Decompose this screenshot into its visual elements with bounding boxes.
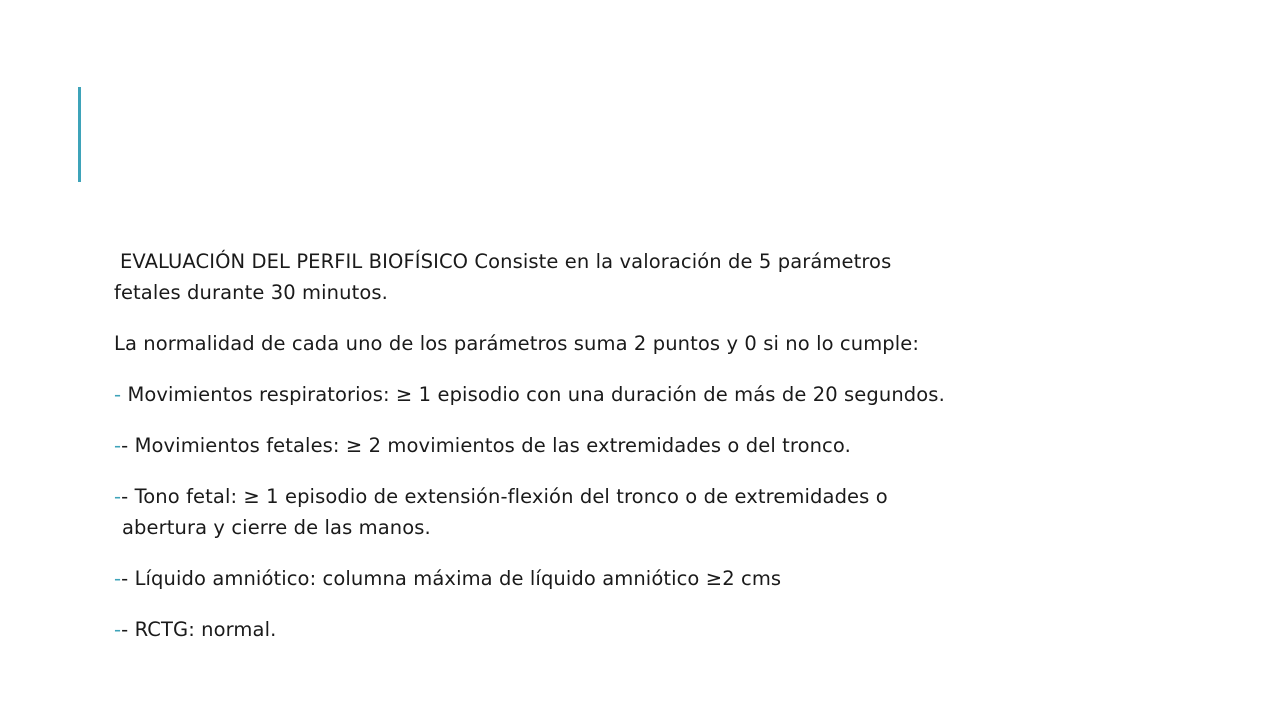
bullet-text: - Líquido amniótico: columna máxima de líquido amniótico ≥2 cms (121, 567, 782, 590)
bullet-dash: - (114, 618, 122, 641)
bullet-text: - Movimientos fetales: ≥ 2 movimientos de las extremidades o del tronco. (121, 434, 851, 457)
bullet-dash: - (114, 567, 122, 590)
bullet-dash: - (114, 485, 122, 508)
bullet-fetal-tone (114, 481, 1134, 543)
bullet-amniotic-fluid (114, 563, 1134, 594)
bullet-text: - Tono fetal: ≥ 1 episodio de extensión-flexión del tronco o de extremidades o (121, 485, 888, 508)
title-accent-bar (78, 87, 81, 182)
normality-paragraph: La normalidad de cada uno de los parámetros suma 2 puntos y 0 si no lo cumple: (114, 332, 920, 355)
intro-line-1: EVALUACIÓN DEL PERFIL BIOFÍSICO Consiste en la valoración de 5 parámetros (120, 250, 892, 273)
bullet-text: - RCTG: normal. (121, 618, 277, 641)
bullet-fetal-movements (114, 430, 1134, 461)
bullet-text: Movimientos respiratorios: ≥ 1 episodio con una duración de más de 20 segundos. (121, 383, 945, 406)
bullet-dash: - (114, 434, 122, 457)
bullet-respiratory (114, 379, 1134, 410)
intro-line-2: fetales durante 30 minutos. (114, 281, 388, 304)
slide-body (114, 246, 1134, 665)
intro-paragraph (114, 246, 1134, 308)
bullet-dash: - (114, 383, 122, 406)
bullet-continuation: abertura y cierre de las manos. (122, 516, 431, 539)
bullet-rctg (114, 614, 1134, 645)
